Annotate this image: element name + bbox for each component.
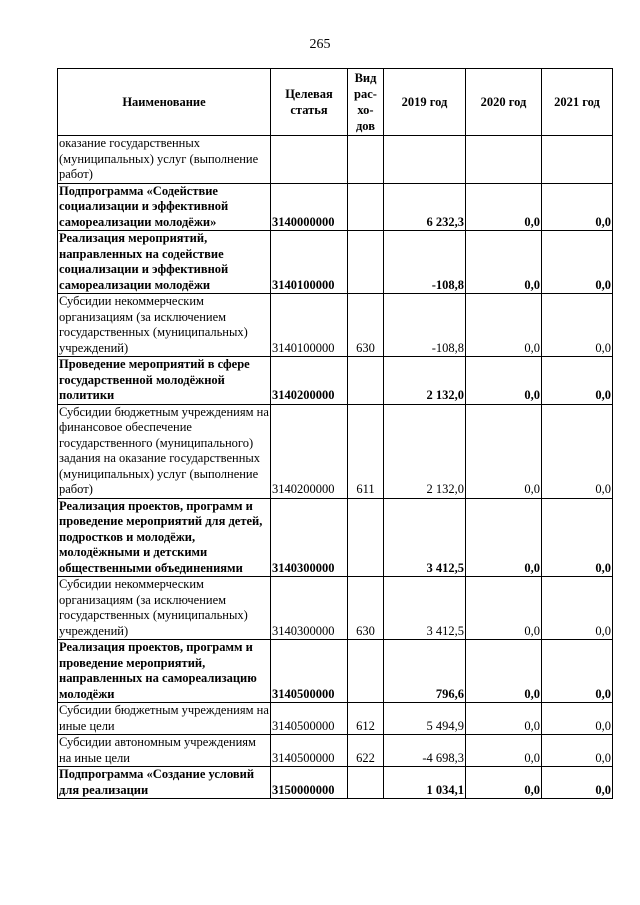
table-row [58, 767, 613, 799]
row-2021-cell: 0,0 [542, 183, 613, 231]
row-name-cell: оказание государственных (муниципальных) услуг (выполнение работ) [58, 136, 271, 184]
row-name-cell: Субсидии некоммерческим организациям (за исключением государственных (муниципальных) учреждений) [58, 577, 271, 640]
row-expense-type-cell: 611 [348, 404, 384, 498]
row-2020-cell: 0,0 [466, 231, 542, 294]
row-2021-cell: 0,0 [542, 703, 613, 735]
row-2020-cell: 0,0 [466, 183, 542, 231]
row-2019-cell: 796,6 [384, 640, 466, 703]
row-2020-cell: 0,0 [466, 767, 542, 799]
row-expense-type-cell [348, 231, 384, 294]
row-name-cell: Подпрограмма «Создание условий для реализации [58, 767, 271, 799]
row-expense-type-cell [348, 357, 384, 405]
header-expense-type: Вид рас-хо-дов [348, 69, 384, 136]
row-target-article-cell: 3140500000 [271, 640, 348, 703]
table-row [58, 357, 613, 405]
row-target-article-cell: 3140500000 [271, 735, 348, 767]
row-2020-cell: 0,0 [466, 640, 542, 703]
row-target-article-cell: 3140200000 [271, 404, 348, 498]
row-2020-cell: 0,0 [466, 404, 542, 498]
row-2019-cell: -4 698,3 [384, 735, 466, 767]
row-expense-type-cell [348, 498, 384, 577]
row-2021-cell: 0,0 [542, 640, 613, 703]
row-name-cell: Субсидии автономным учреждениям на иные цели [58, 735, 271, 767]
row-expense-type-cell: 630 [348, 294, 384, 357]
row-expense-type-cell [348, 767, 384, 799]
row-2021-cell: 0,0 [542, 231, 613, 294]
header-target-article: Целевая статья [271, 69, 348, 136]
row-name-cell: Субсидии некоммерческим организациям (за исключением государственных (муниципальных) учреждений) [58, 294, 271, 357]
header-2020: 2020 год [466, 69, 542, 136]
table-row [58, 183, 613, 231]
row-expense-type-cell: 622 [348, 735, 384, 767]
row-2019-cell: 3 412,5 [384, 498, 466, 577]
row-target-article-cell: 3140300000 [271, 498, 348, 577]
row-2019-cell: 6 232,3 [384, 183, 466, 231]
row-target-article-cell: 3140100000 [271, 294, 348, 357]
row-2019-cell: 2 132,0 [384, 357, 466, 405]
table-row [58, 577, 613, 640]
row-name-cell: Субсидии бюджетным учреждениям на иные цели [59, 703, 269, 733]
row-2020-cell [466, 136, 542, 184]
row-2021-cell: 0,0 [542, 294, 613, 357]
table-row [58, 136, 613, 184]
row-target-article-cell [271, 136, 348, 184]
row-target-article-cell: 3140000000 [271, 183, 348, 231]
row-2019-cell: 5 494,9 [384, 703, 466, 735]
row-target-article-cell: 3140100000 [271, 231, 348, 294]
row-expense-type-cell [348, 640, 384, 703]
table-row [58, 231, 613, 294]
row-2020-cell: 0,0 [466, 703, 542, 735]
row-2021-cell: 0,0 [542, 357, 613, 405]
row-2021-cell: 0,0 [542, 577, 613, 640]
table-header-row [58, 69, 613, 136]
table-row [58, 735, 613, 767]
row-2020-cell: 0,0 [466, 498, 542, 577]
row-expense-type-cell: 630 [348, 577, 384, 640]
header-name: Наименование [58, 69, 271, 136]
table-row [58, 640, 613, 703]
row-2021-cell: 0,0 [542, 404, 613, 498]
row-2021-cell: 0,0 [542, 498, 613, 577]
header-2019: 2019 год [384, 69, 466, 136]
row-name-cell: Субсидии бюджетным учреждениям на финансовое обеспечение государственного (муниципального) задания на оказание государственных (муниципальных) услуг (выполнение работ) [59, 404, 269, 496]
row-2020-cell: 0,0 [466, 357, 542, 405]
row-expense-type-cell [348, 136, 384, 184]
table-row [58, 294, 613, 357]
row-2019-cell: 1 034,1 [384, 767, 466, 799]
row-2019-cell: -108,8 [384, 294, 466, 357]
row-2020-cell: 0,0 [466, 577, 542, 640]
row-target-article-cell: 3150000000 [271, 767, 348, 799]
table-row [58, 404, 613, 498]
row-target-article-cell: 3140500000 [271, 703, 348, 735]
row-2021-cell: 0,0 [542, 767, 613, 799]
row-2019-cell [384, 136, 466, 184]
row-2021-cell: 0,0 [542, 735, 613, 767]
header-2021: 2021 год [542, 69, 613, 136]
page-number: 265 [309, 37, 331, 52]
row-expense-type-cell [348, 183, 384, 231]
row-2020-cell: 0,0 [466, 294, 542, 357]
row-name-cell: Подпрограмма «Содействие социализации и эффективной самореализации молодёжи» [58, 183, 271, 231]
row-2019-cell: 3 412,5 [384, 577, 466, 640]
row-2021-cell [542, 136, 613, 184]
table-row [58, 703, 613, 735]
row-2019-cell: -108,8 [384, 231, 466, 294]
row-name-cell: Реализация проектов, программ и проведение мероприятий для детей, подростков и молодёжи, молодёжными и детскими общественными объединениями [58, 498, 271, 577]
row-expense-type-cell: 612 [348, 703, 384, 735]
budget-table [57, 68, 613, 799]
row-target-article-cell: 3140200000 [271, 357, 348, 405]
row-name-cell: Проведение мероприятий в сфере государственной молодёжной политики [58, 357, 271, 405]
row-target-article-cell: 3140300000 [271, 577, 348, 640]
row-name-cell: Реализация проектов, программ и проведение мероприятий, направленных на самореализацию молодёжи [58, 640, 271, 703]
row-name-cell: Реализация мероприятий, направленных на содействие социализации и эффективной самореализации молодёжи [58, 231, 271, 294]
row-2019-cell: 2 132,0 [384, 404, 466, 498]
table-row [58, 498, 613, 577]
row-2020-cell: 0,0 [466, 735, 542, 767]
